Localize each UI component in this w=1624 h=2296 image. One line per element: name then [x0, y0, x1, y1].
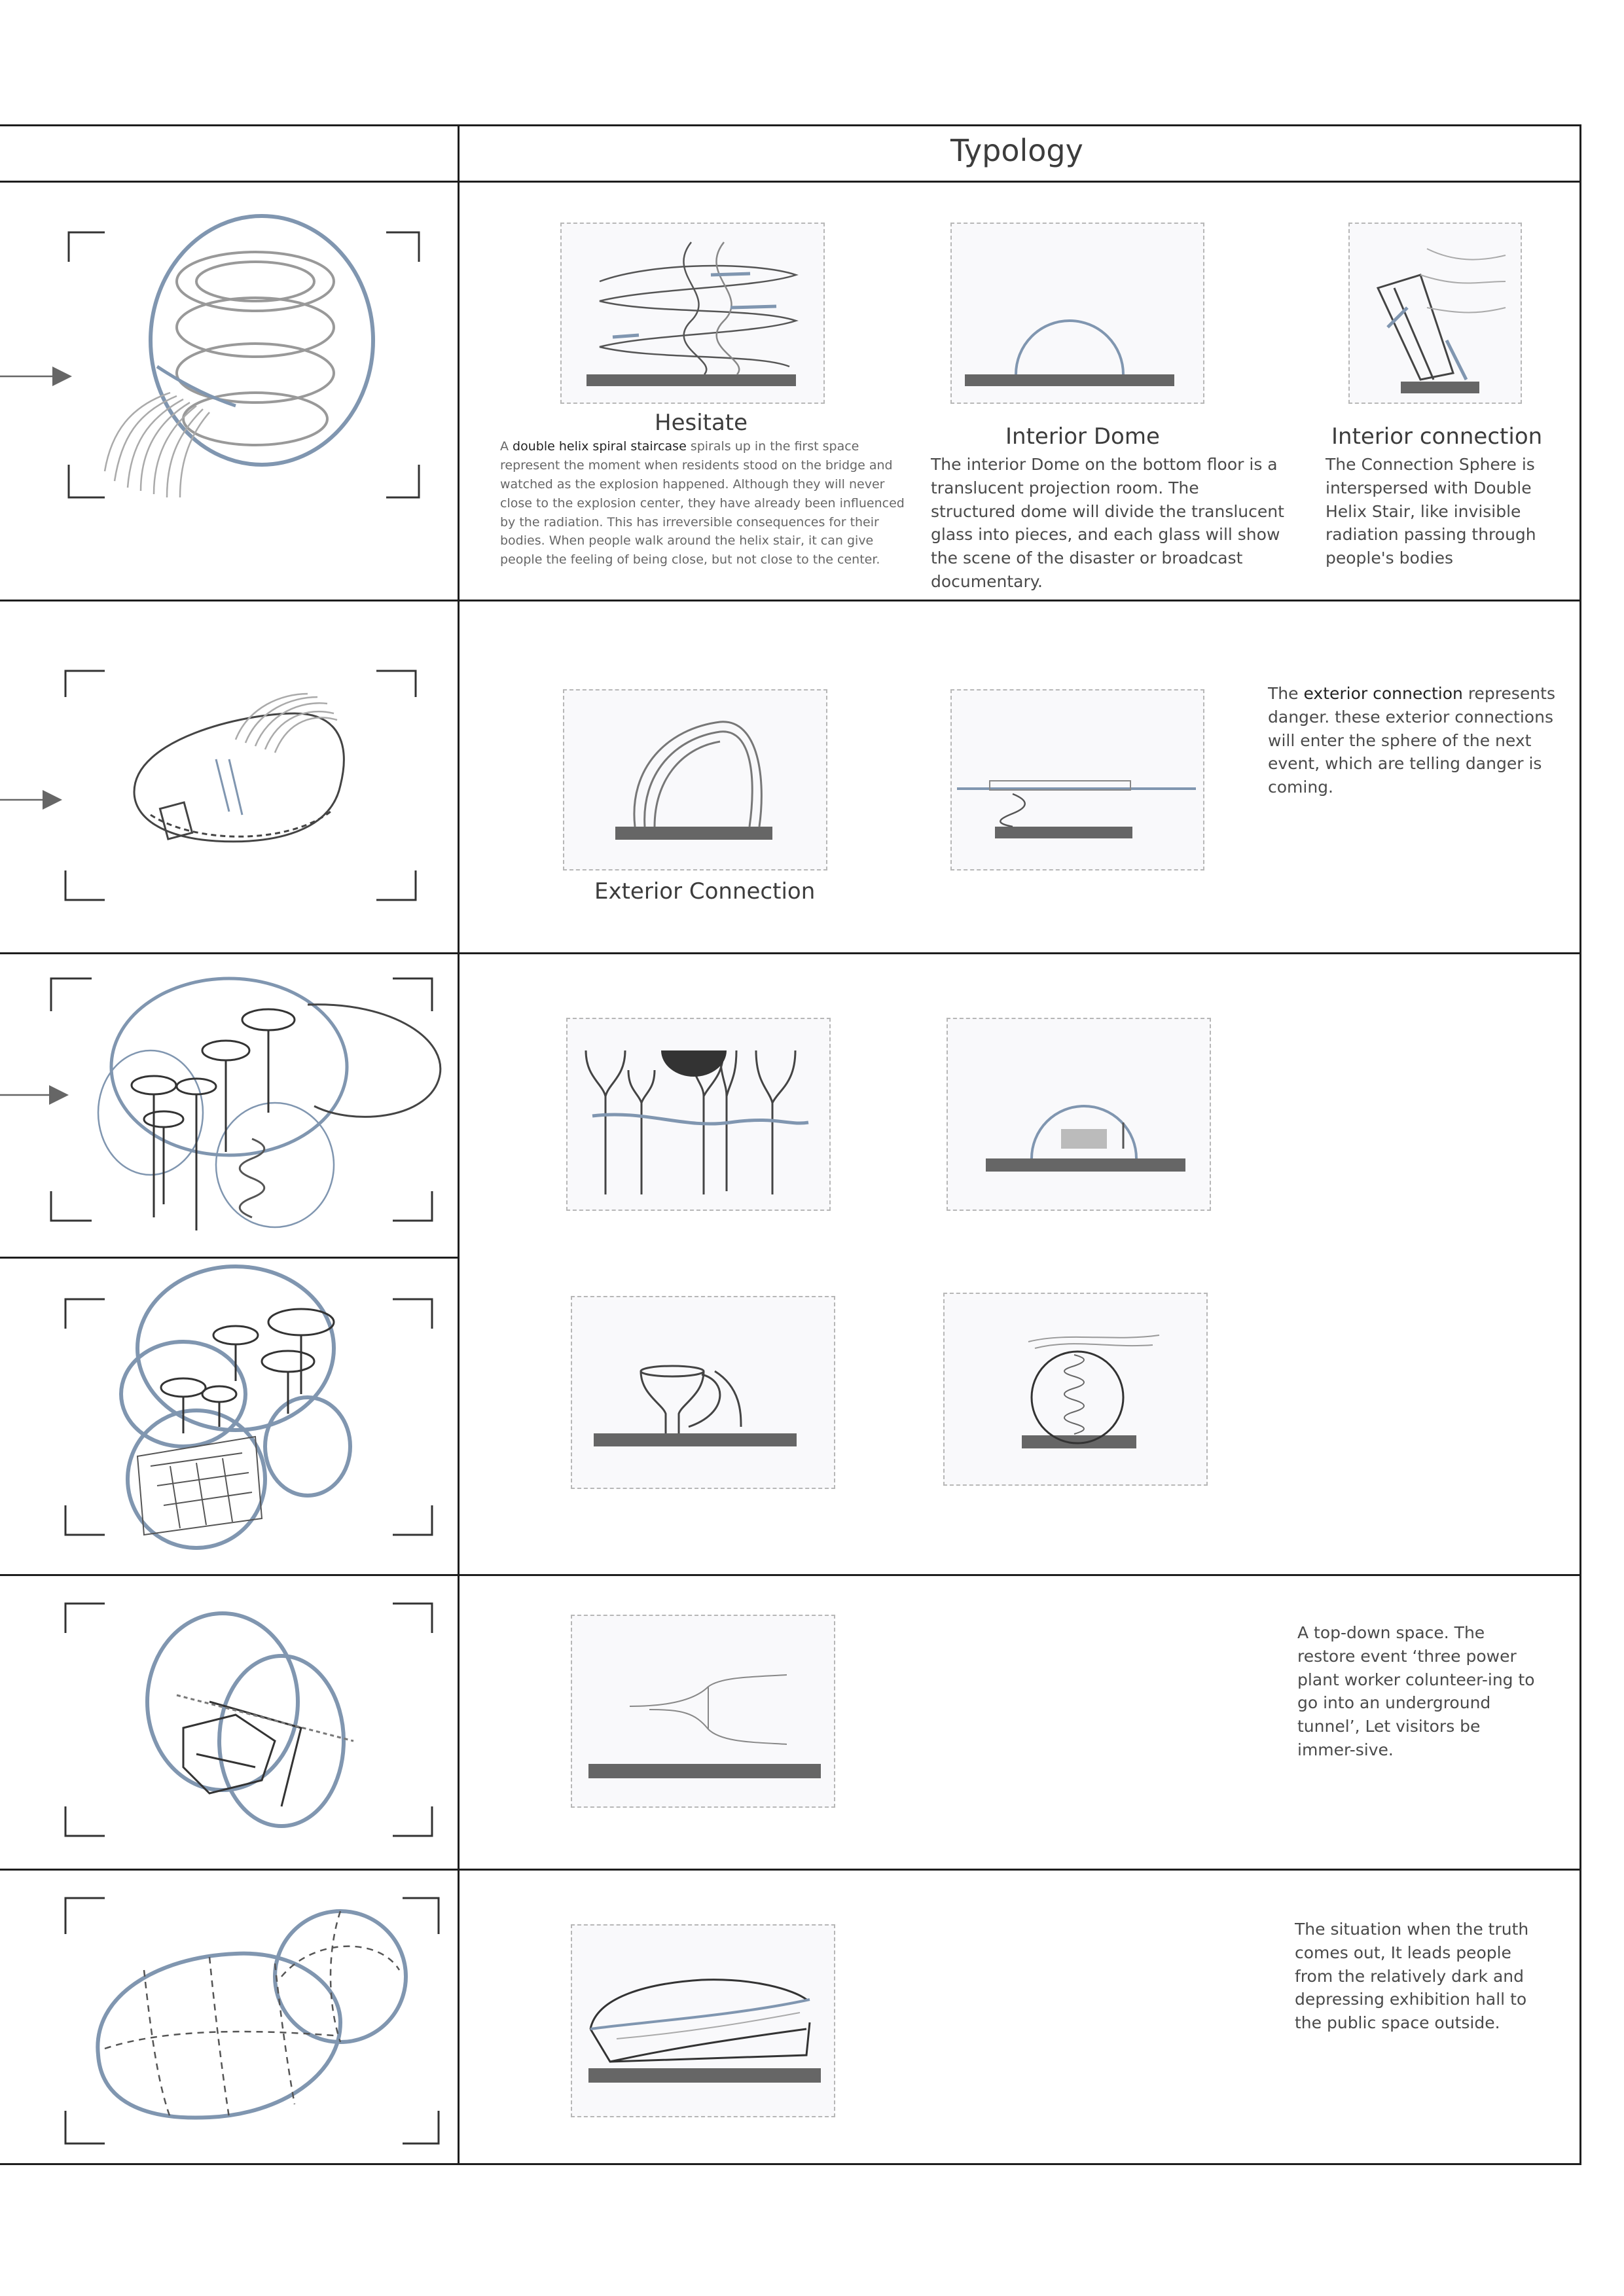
exterior-connection-description: The exterior connection represents danger. these exterior connections will enter the sphere of the next event, which are telling danger is coming.	[1268, 684, 1555, 797]
typology-title: Typology	[950, 133, 1083, 168]
hesitate-helix-sketch	[560, 223, 825, 404]
sphere-spring-sketch	[943, 1293, 1208, 1486]
small-dome-sketch	[947, 1018, 1211, 1211]
interior-connection-sketch	[1348, 223, 1522, 404]
exterior-connection-section-sketch	[950, 689, 1204, 870]
cup-sketch	[571, 1296, 835, 1489]
tunnel-sketch	[571, 1615, 835, 1808]
interior-dome-sketch	[950, 223, 1204, 404]
hesitate-caption: Hesitate	[655, 410, 748, 436]
hull-sketch	[571, 1924, 835, 2117]
hesitate-description: A double helix spiral staircase spirals up in the first space represent the moment when residents stood on the bridge and watched as the explosion happened. Although they will never close to the explosion center, they have already been influenced by the radiation. This has irreversible consequences for their bodies. When people walk around the helix stair, it can give people the feeling of being close, but not close to the center.	[500, 439, 905, 567]
interior-connection-caption: Interior connection	[1331, 423, 1543, 450]
mushroom-sketch	[566, 1018, 831, 1211]
top-down-space-description: A top-down space. The restore event ‘three power plant worker colunteer-ing to go into an underground tunnel’, Let visitors be immer-sive.	[1297, 1623, 1535, 1759]
truth-situation-description: The situation when the truth comes out, It leads people from the relatively dark and depressing exhibition hall to the public space outside.	[1295, 1920, 1529, 2032]
interior-dome-caption: Interior Dome	[1005, 423, 1160, 450]
exterior-connection-caption: Exterior Connection	[594, 878, 816, 905]
interior-dome-description: The interior Dome on the bottom floor is a translucent projection room. The structured dome will divide the translucent glass into pieces, and each glass will show the scene of the disaster or broadcast documentary.	[931, 455, 1284, 591]
exterior-connection-sketch	[563, 689, 827, 870]
axonometric-column	[0, 0, 458, 2165]
interior-connection-description: The Connection Sphere is interspersed with Double Helix Stair, like invisible radiation passing through people's bodies	[1326, 455, 1536, 567]
